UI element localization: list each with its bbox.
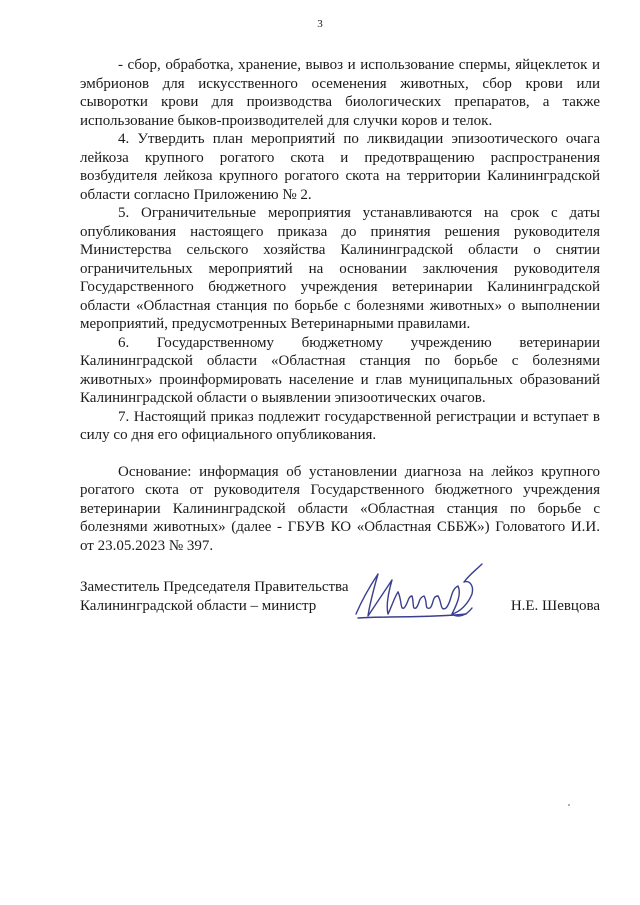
paragraph-4: 4. Утвердить план мероприятий по ликвидации эпизоотического очага лейкоза крупного рогатого скота и предотвращению распространения возбудителя лейкоза крупного рогатого скота на территории Калининградской области согласно Приложению № 2. [80,131,600,203]
document-body [80,56,600,555]
basis-paragraph: Основание: информация об установлении диагноза на лейкоз крупного рогатого скота от руководителя Государственного бюджетного учреждения ветеринарии Калининградской области «Областная станция по борьбе с болезнями животных» (далее - ГБУВ КО «Областная СББЖ») Головатого И.И. от 23.05.2023 № 397. [80,463,600,554]
paragraph-6: 6. Государственному бюджетному учреждению ветеринарии Калининградской области «Областная станция по борьбе с болезнями животных» проинформировать население и глав муниципальных образований Калининградской области о выявлении эпизоотических очагов. [80,334,600,406]
scan-artifact [568,804,570,806]
signatory-name: Н.Е. Шевцова [510,598,600,614]
handwritten-signature [348,556,488,634]
paragraph-7: 7. Настоящий приказ подлежит государственной регистрации и вступает в силу со дня его официального опубликования. [80,408,600,443]
signature-block [80,578,600,638]
page-number: 3 [317,18,323,30]
paragraph-5: 5. Ограничительные мероприятия устанавливаются на срок с даты опубликования настоящего приказа до принятия решения руководителя Министерства сельского хозяйства Калининградской области о снятии ограничительных мероприятий на основании заключения руководителя Государственного бюджетного учреждения ветеринарии Калининградской области «Областная станция по борьбе с болезнями животных» о выполнении мероприятий, предусмотренных Ветеринарными правилами. [80,205,600,332]
paragraph-item-list: - сбор, обработка, хранение, вывоз и использование спермы, яйцеклеток и эмбрионов для искусственного осеменения животных, сбор крови или сыворотки крови для производства биологических препаратов, а также использование быков-производителей для случки коров и телок. [80,57,600,129]
signatory-title-line-2: Калининградской области – министр [80,598,317,614]
signatory-title-line-1: Заместитель Председателя Правительства [80,579,349,595]
signatory-title [80,578,360,616]
